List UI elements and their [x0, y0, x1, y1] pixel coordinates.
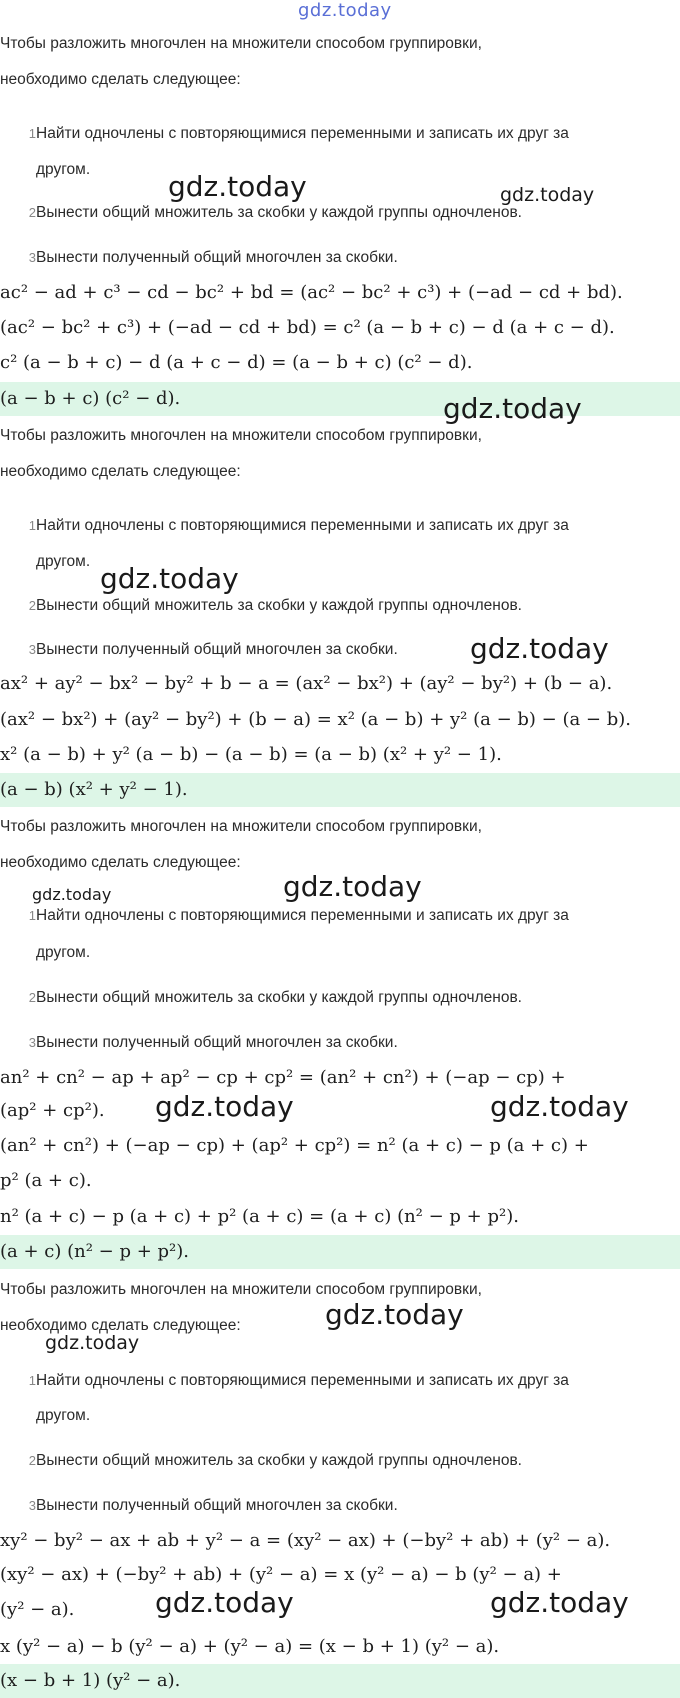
answer-box — [0, 1664, 680, 1698]
step-text: Найти одночлены с повторяющимися переменными и записать их друг за — [36, 517, 569, 534]
step-text: Вынести общий множитель за скобки у каждой группы одночленов. — [36, 1452, 522, 1469]
answer-text: (x − b + 1) (y² − a). — [0, 1670, 181, 1691]
step-1 — [0, 124, 569, 144]
watermark: gdz.today — [32, 885, 112, 904]
step-1 — [0, 906, 569, 926]
step-number: 3 — [28, 250, 36, 265]
math-line: ac² − ad + c³ − cd − bc² + bd = (ac² − bc² + c³) + (−ad − cd + bd). — [0, 282, 623, 303]
step-number: 1 — [28, 518, 36, 533]
watermark: gdz.today — [443, 392, 582, 425]
math-line: x (y² − a) − b (y² − a) + (y² − a) = (x − b + 1) (y² − a). — [0, 1636, 500, 1657]
watermark: gdz.today — [168, 170, 307, 203]
math-line: (ac² − bc² + c³) + (−ad − cd + bd) = c² (a − b + c) − d (a + c − d). — [0, 317, 615, 338]
intro-line-1: Чтобы разложить многочлен на множители способом группировки, — [0, 1281, 482, 1298]
step-number: 1 — [28, 908, 36, 923]
answer-text: (a − b) (x² + y² − 1). — [0, 779, 188, 800]
step-2 — [0, 1451, 522, 1471]
step-number: 3 — [28, 642, 36, 657]
watermark: gdz.today — [500, 184, 595, 206]
step-1-continuation: другом. — [36, 944, 91, 961]
math-line: xy² − by² − ax + ab + y² − a = (xy² − ax) + (−by² + ab) + (y² − a). — [0, 1530, 611, 1551]
step-2 — [0, 596, 522, 616]
answer-text: (a + c) (n² − p + p²). — [0, 1241, 189, 1262]
watermark: gdz.today — [490, 1586, 629, 1619]
intro-line-2: необходимо сделать следующее: — [0, 1317, 241, 1334]
math-line: c² (a − b + c) − d (a + c − d) = (a − b + c) (c² − d). — [0, 352, 473, 373]
math-line: (xy² − ax) + (−by² + ab) + (y² − a) = x (y² − a) − b (y² − a) + — [0, 1564, 562, 1585]
step-number: 1 — [28, 1373, 36, 1388]
step-text: Вынести полученный общий многочлен за скобки. — [36, 1034, 398, 1051]
math-line: p² (a + c). — [0, 1170, 92, 1191]
step-text: Вынести полученный общий многочлен за скобки. — [36, 249, 398, 266]
intro-line-1: Чтобы разложить многочлен на множители способом группировки, — [0, 427, 482, 444]
math-line: (ap² + cp²). — [0, 1100, 105, 1121]
step-text: Вынести полученный общий многочлен за скобки. — [36, 641, 398, 658]
step-text: Вынести общий множитель за скобки у каждой группы одночленов. — [36, 597, 522, 614]
step-number: 2 — [28, 205, 36, 220]
math-line: (y² − a). — [0, 1599, 75, 1620]
step-text: Вынести общий множитель за скобки у каждой группы одночленов. — [36, 989, 522, 1006]
step-3 — [0, 1496, 398, 1516]
step-3 — [0, 1033, 398, 1053]
math-line: (an² + cn²) + (−ap − cp) + (ap² + cp²) = n² (a + c) − p (a + c) + — [0, 1135, 589, 1156]
step-1-continuation: другом. — [36, 1407, 91, 1424]
watermark: gdz.today — [470, 632, 609, 665]
step-number: 3 — [28, 1035, 36, 1050]
watermark: gdz.today — [490, 1090, 629, 1123]
step-text: Найти одночлены с повторяющимися переменными и записать их друг за — [36, 1372, 569, 1389]
watermark: gdz.today — [155, 1090, 294, 1123]
intro-line-1: Чтобы разложить многочлен на множители способом группировки, — [0, 818, 482, 835]
step-1-continuation: другом. — [36, 161, 91, 178]
step-1-continuation: другом. — [36, 553, 91, 570]
step-1 — [0, 1371, 569, 1391]
step-number: 2 — [28, 990, 36, 1005]
watermark: gdz.today — [325, 1298, 464, 1331]
step-text: Найти одночлены с повторяющимися переменными и записать их друг за — [36, 125, 569, 142]
intro-line-2: необходимо сделать следующее: — [0, 854, 241, 871]
step-2 — [0, 988, 522, 1008]
answer-box — [0, 1235, 680, 1269]
step-3 — [0, 248, 398, 268]
step-3 — [0, 640, 398, 660]
watermark: gdz.today — [100, 562, 239, 595]
watermark: gdz.today — [45, 1332, 140, 1354]
math-line: (ax² − bx²) + (ay² − by²) + (b − a) = x² (a − b) + y² (a − b) − (a − b). — [0, 709, 631, 730]
answer-box — [0, 773, 680, 807]
step-1 — [0, 516, 569, 536]
step-number: 2 — [28, 1453, 36, 1468]
intro-line-2: необходимо сделать следующее: — [0, 71, 241, 88]
math-line: n² (a + c) − p (a + c) + p² (a + c) = (a + c) (n² − p + p²). — [0, 1206, 519, 1227]
step-2 — [0, 203, 522, 223]
intro-line-1: Чтобы разложить многочлен на множители способом группировки, — [0, 35, 482, 52]
step-number: 3 — [28, 1498, 36, 1513]
answer-text: (a − b + c) (c² − d). — [0, 388, 181, 409]
watermark: gdz.today — [155, 1586, 294, 1619]
math-line: an² + cn² − ap + ap² − cp + cp² = (an² + cn²) + (−ap − cp) + — [0, 1067, 566, 1088]
step-text: Вынести общий множитель за скобки у каждой группы одночленов. — [36, 204, 522, 221]
step-number: 1 — [28, 126, 36, 141]
math-line: ax² + ay² − bx² − by² + b − a = (ax² − bx²) + (ay² − by²) + (b − a). — [0, 673, 613, 694]
step-number: 2 — [28, 598, 36, 613]
math-line: x² (a − b) + y² (a − b) − (a − b) = (a − b) (x² + y² − 1). — [0, 744, 502, 765]
step-text: Вынести полученный общий многочлен за скобки. — [36, 1497, 398, 1514]
intro-line-2: необходимо сделать следующее: — [0, 463, 241, 480]
watermark: gdz.today — [283, 870, 422, 903]
step-text: Найти одночлены с повторяющимися переменными и записать их друг за — [36, 907, 569, 924]
top-watermark: gdz.today — [298, 0, 392, 21]
